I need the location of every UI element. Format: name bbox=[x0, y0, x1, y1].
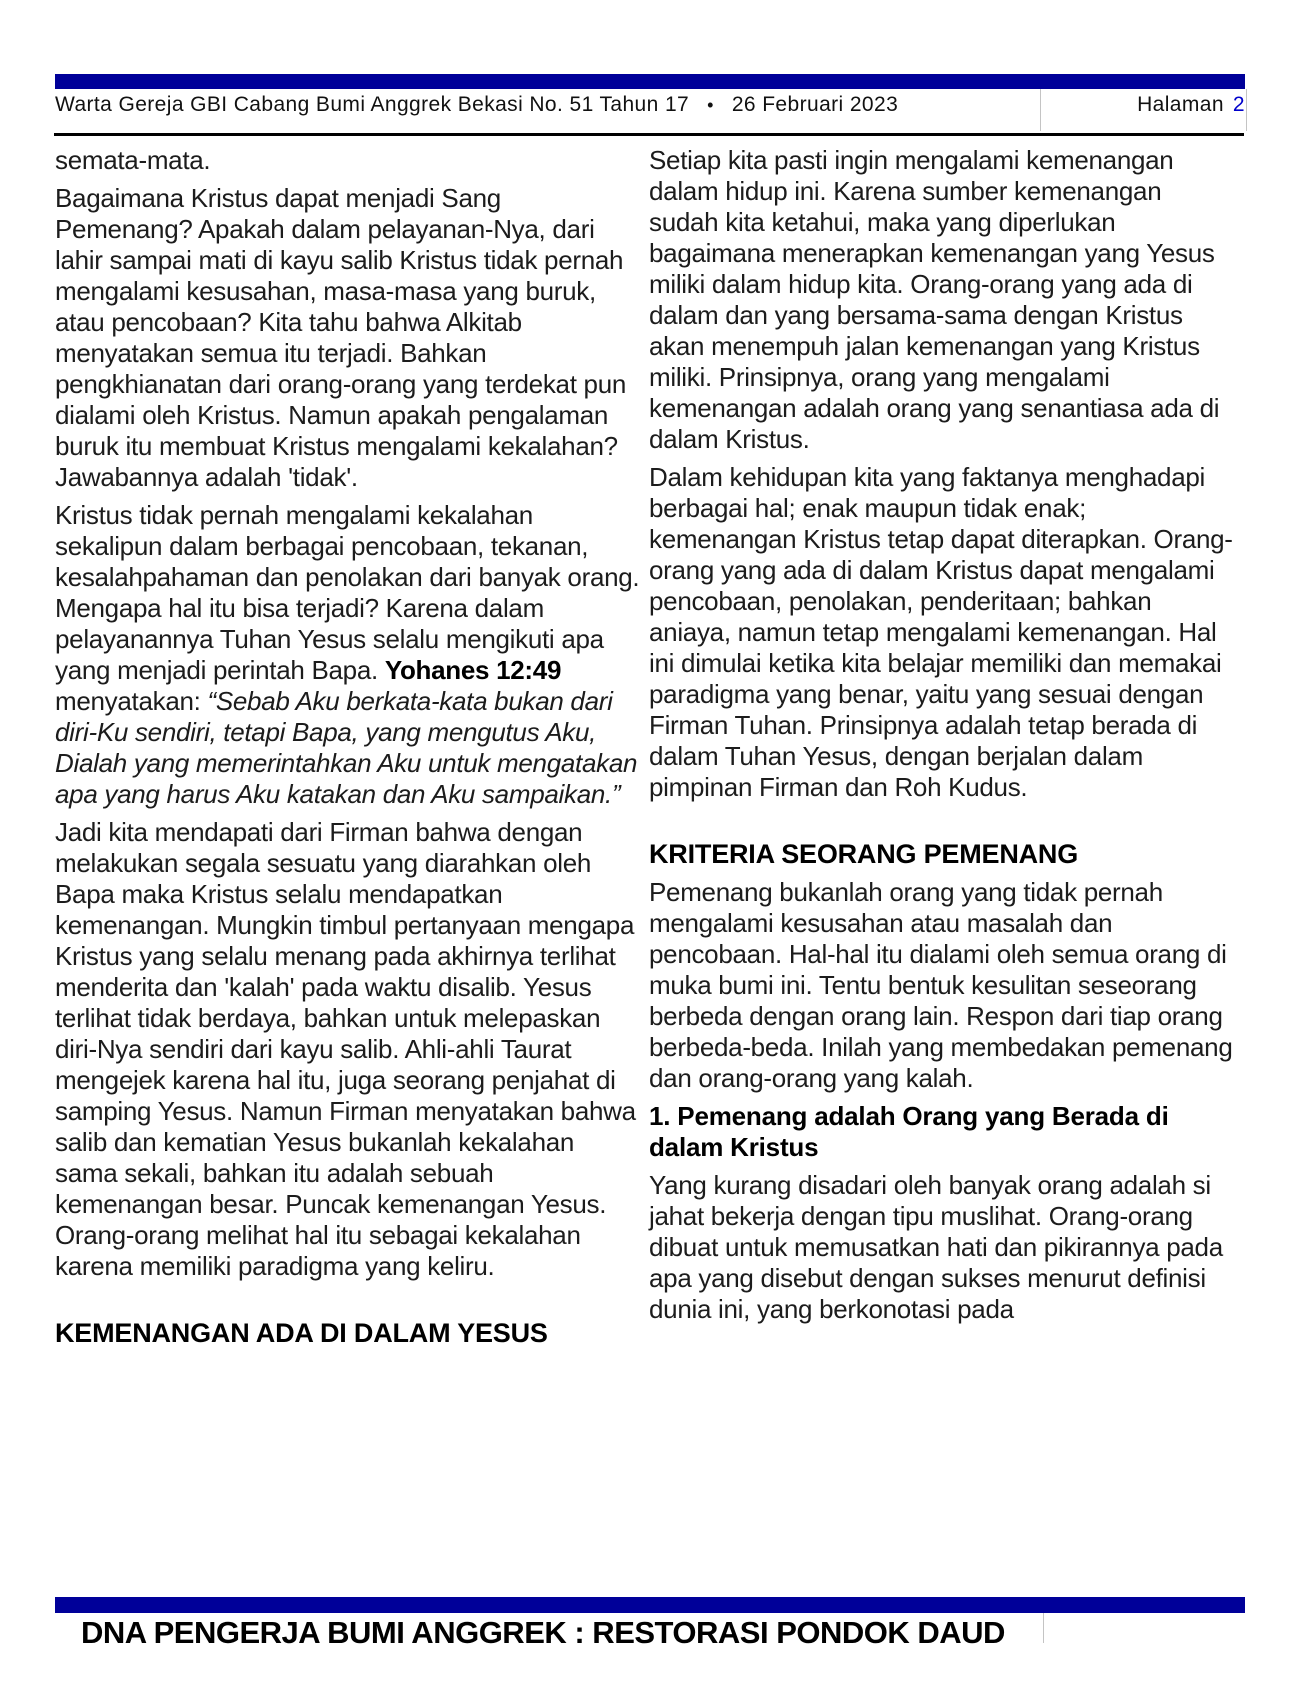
paragraph-pemenang-bukanlah: Pemenang bukanlah orang yang tidak pernah mengalami kesusahan atau masalah dan pencobaan. Hal-hal itu dialami oleh semua orang di muka bumi ini. Tentu bentuk kesulitan seseorang berbeda dengan orang lain. Respon dari tiap orang berbeda-beda. Inilah yang membedakan pemenang dan orang-orang yang kalah. bbox=[649, 877, 1233, 1093]
left-column bbox=[55, 145, 641, 1356]
footer-banner-text: DNA PENGERJA BUMI ANGGREK : RESTORASI PONDOK DAUD bbox=[81, 1615, 1005, 1650]
masthead-page-indicator bbox=[1137, 93, 1245, 117]
paragraph-continuation: semata-mata. bbox=[55, 145, 211, 175]
masthead-left bbox=[55, 93, 898, 117]
section-heading-kriteria: KRITERIA SEORANG PEMENANG bbox=[649, 839, 1079, 869]
header-rule bbox=[54, 133, 1244, 136]
paragraph-dalam-kehidupan: Dalam kehidupan kita yang faktanya menghadapi berbagai hal; enak maupun tidak enak; kemenangan Kristus tetap dapat diterapkan. Orang-orang yang ada di dalam Kristus dapat mengalami pencobaan, penolakan, penderitaan; bahkan aniaya, namun tetap mengalami kemenangan. Hal ini dimulai ketika kita belajar memiliki dan memakai paradigma yang benar, yaitu yang sesuai dengan Firman Tuhan. Prinsipnya adalah tetap berada di dalam Tuhan Yesus, dengan berjalan dalam pimpinan Firman dan Roh Kudus. bbox=[649, 462, 1233, 802]
footer-cell-divider bbox=[1043, 1613, 1044, 1643]
paragraph-bagaimana-kristus: Bagaimana Kristus dapat menjadi Sang Pemenang? Apakah dalam pelayanan-Nya, dari lahir sampai mati di kayu salib Kristus tidak pernah mengalami kesusahan, masa-masa yang buruk, atau pencobaan? Kita tahu bahwa Alkitab menyatakan semua itu terjadi. Bahkan pengkhianatan dari orang-orang yang terdekat pun dialami oleh Kristus. Namun apakah pengalaman buruk itu membuat Kristus mengalami kekalahan? Jawabannya adalah 'tidak'. bbox=[55, 183, 627, 492]
page-number: 2 bbox=[1232, 93, 1245, 116]
paragraph-kristus-tidak-pernah bbox=[55, 500, 641, 810]
footer-accent-bar bbox=[55, 1597, 1245, 1613]
scripture-reference: Yohanes 12:49 bbox=[384, 655, 562, 685]
masthead bbox=[55, 93, 1245, 117]
paragraph-text: menyatakan: bbox=[55, 686, 208, 716]
top-accent-bar bbox=[55, 74, 1245, 89]
paragraph-setiap-kita: Setiap kita pasti ingin mengalami kemenangan dalam hidup ini. Karena sumber kemenangan sudah kita ketahui, maka yang diperlukan bagaimana menerapkan kemenangan yang Yesus miliki dalam hidup kita. Orang-orang yang ada di dalam dan yang bersama-sama dengan Kristus akan menempuh jalan kemenangan yang Kristus miliki. Prinsipnya, orang yang mengalami kemenangan adalah orang yang senantiasa ada di dalam Kristus. bbox=[649, 145, 1220, 454]
header-cell-divider bbox=[1040, 89, 1041, 131]
bullet-separator: • bbox=[707, 95, 714, 115]
right-column bbox=[649, 145, 1235, 1332]
masthead-title: Warta Gereja GBI Cabang Bumi Anggrek Bekasi No. 51 Tahun 17 bbox=[55, 93, 690, 116]
page-label: Halaman bbox=[1137, 93, 1224, 116]
paragraph-jadi-kita-mendapati: Jadi kita mendapati dari Firman bahwa dengan melakukan segala sesuatu yang diarahkan oleh Bapa maka Kristus selalu mendapatkan kemenangan. Mungkin timbul pertanyaan mengapa Kristus yang selalu menang pada akhirnya terlihat menderita dan 'kalah' pada waktu disalib. Yesus terlihat tidak berdaya, bahkan untuk melepaskan diri-Nya sendiri dari kayu salib. Ahli-ahli Taurat mengejek karena hal itu, juga seorang penjahat di samping Yesus. Namun Firman menyatakan bahwa salib dan kematian Yesus bukanlah kekalahan sama sekali, bahkan itu adalah sebuah kemenangan besar. Puncak kemenangan Yesus. Orang-orang melihat hal itu sebagai kekalahan karena memiliki paradigma yang keliru. bbox=[55, 817, 636, 1281]
section-heading-kemenangan: KEMENANGAN ADA DI DALAM YESUS bbox=[55, 1318, 548, 1348]
header-cell-right-border bbox=[1246, 89, 1247, 131]
paragraph-yang-kurang-disadari: Yang kurang disadari oleh banyak orang adalah si jahat bekerja dengan tipu muslihat. Orang-orang dibuat untuk memusatkan hati dan pikirannya pada apa yang disebut dengan sukses menurut definisi dunia ini, yang berkonotasi pada bbox=[649, 1170, 1223, 1324]
paragraph-text: Kristus tidak pernah mengalami kekalahan sekalipun dalam berbagai pencobaan, tekanan, kesalahpahaman dan penolakan dari banyak orang. Mengapa hal itu bisa terjadi? Karena dalam pelayanannya Tuhan Yesus selalu mengikuti apa yang menjadi perintah Bapa. bbox=[55, 500, 640, 685]
subsection-heading-pemenang-kristus: 1. Pemenang adalah Orang yang Berada di dalam Kristus bbox=[649, 1101, 1169, 1162]
scripture-quote: “Sebab Aku berkata-kata bukan dari diri-Ku sendiri, tetapi Bapa, yang mengutus Aku, Dialah yang memerintahkan Aku untuk mengatakan apa yang harus Aku katakan dan Aku sampaikan.” bbox=[55, 686, 638, 809]
masthead-date: 26 Februari 2023 bbox=[731, 93, 899, 116]
